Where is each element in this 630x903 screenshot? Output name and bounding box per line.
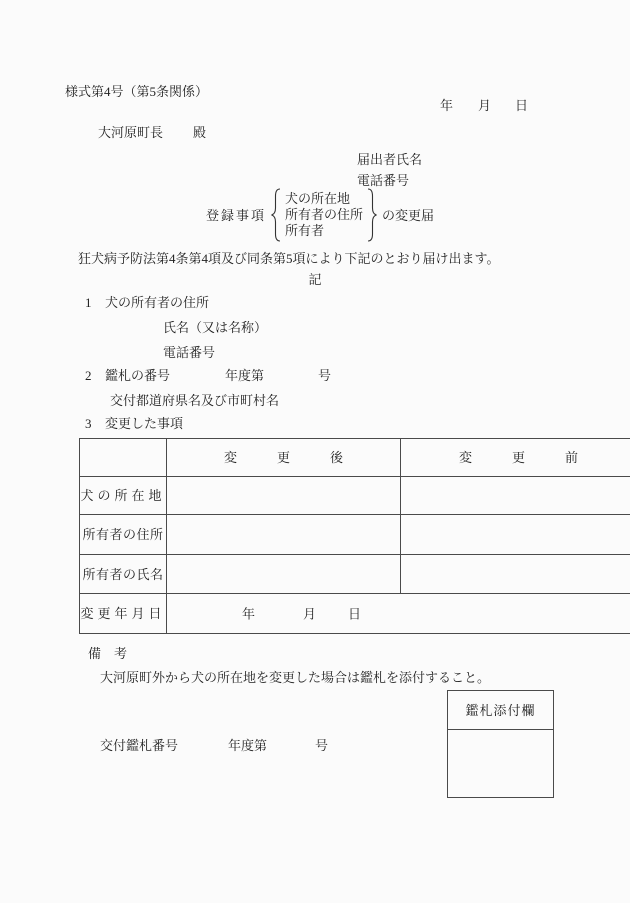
tag-attach-box-label: 鑑札添付欄 <box>465 702 536 718</box>
subject-option-owner: 所有者 <box>285 223 325 238</box>
addressee-title: 大河原町長 <box>98 125 164 140</box>
cell-dog-location-after <box>167 477 401 515</box>
item2-label: 鑑札の番号 <box>105 368 171 383</box>
row-label-change-date: 変更年月日 <box>80 594 167 634</box>
addressee-honorific: 殿 <box>193 125 207 140</box>
item2-number: 2 <box>85 368 92 383</box>
item1-name-label: 氏名（又は名称） <box>163 320 268 335</box>
cell-owner-name-after <box>167 555 401 594</box>
table-row-dog-location <box>80 477 630 515</box>
cell-dog-location-before <box>401 477 630 515</box>
issued-tag-number-label: 交付鑑札番号 <box>100 738 179 753</box>
date-year-label: 年 <box>440 98 454 113</box>
reporter-name-label: 届出者氏名 <box>357 152 423 167</box>
table-row-owner-address <box>80 515 630 555</box>
column-header-after: 変更後 <box>167 439 401 477</box>
table-row-change-date <box>80 594 630 634</box>
item3-number: 3 <box>85 416 92 431</box>
row-label-owner-name: 所有者の氏名 <box>80 555 167 594</box>
subject-option-owner-address: 所有者の住所 <box>285 207 364 222</box>
left-brace-glyph <box>270 188 282 242</box>
table-row-owner-name <box>80 555 630 594</box>
right-brace-glyph <box>366 188 378 242</box>
table-corner-cell <box>80 439 167 477</box>
form-subject <box>206 188 434 242</box>
date-day-label: 日 <box>515 98 529 113</box>
item3-label: 変更した事項 <box>105 416 184 431</box>
change-date-year-label: 年 <box>242 606 256 621</box>
row-label-dog-location: 犬の所在地 <box>80 477 167 515</box>
tag-attach-box <box>447 690 554 798</box>
change-date-day-label: 日 <box>348 606 362 621</box>
item2-issuer-label: 交付都道府県名及び市町村名 <box>110 393 280 408</box>
changed-items-table <box>79 438 630 634</box>
form-number: 様式第4号（第5条関係） <box>65 84 209 99</box>
subject-suffix: の変更届 <box>382 207 435 223</box>
tag-attach-box-header <box>448 691 553 730</box>
remarks-note: 大河原町外から犬の所在地を変更した場合は鑑札を添付すること。 <box>100 670 491 685</box>
cell-owner-name-before <box>401 555 630 594</box>
row-label-owner-address: 所有者の住所 <box>80 515 167 555</box>
table-header-row <box>80 439 630 477</box>
law-reference-sentence: 狂犬病予防法第4条第4項及び同条第5項により下記のとおり届け出ます。 <box>78 251 500 266</box>
date-month-label: 月 <box>478 98 492 113</box>
change-date-month-label: 月 <box>303 606 317 621</box>
subject-option-dog-location: 犬の所在地 <box>285 191 351 206</box>
item2-fiscal-year-label: 年度第 <box>225 368 265 383</box>
issued-tag-number-suffix-label: 号 <box>315 738 329 753</box>
remarks-heading: 備 考 <box>88 646 128 661</box>
item1-label: 犬の所有者の住所 <box>105 295 210 310</box>
ki-heading: 記 <box>308 272 322 287</box>
item1-number: 1 <box>85 295 92 310</box>
reporter-phone-label: 電話番号 <box>357 173 410 188</box>
cell-change-date <box>167 594 630 634</box>
item1-phone-label: 電話番号 <box>163 345 216 360</box>
subject-prefix: 登録事項 <box>206 207 267 223</box>
cell-owner-address-after <box>167 515 401 555</box>
column-header-before: 変更前 <box>401 439 630 477</box>
issued-tag-fiscal-year-label: 年度第 <box>228 738 268 753</box>
item2-number-suffix-label: 号 <box>318 368 332 383</box>
cell-owner-address-before <box>401 515 630 555</box>
subject-options <box>285 191 363 239</box>
